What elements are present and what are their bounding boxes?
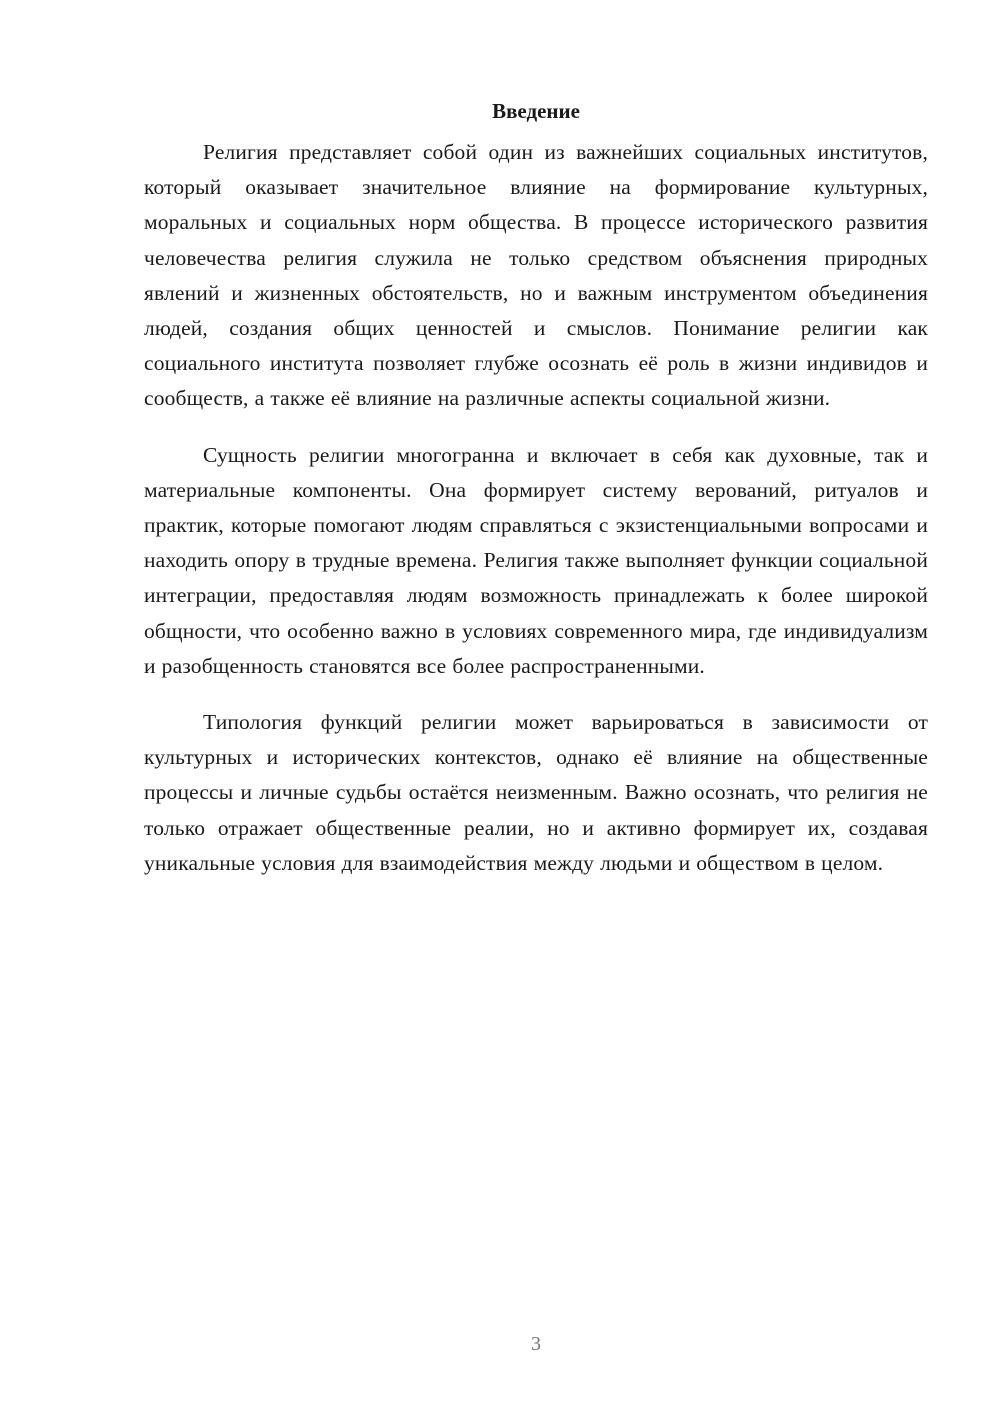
section-heading: Введение [492,99,580,123]
page-content [144,94,928,881]
paragraph-2: Сущность религии многогранна и включает в себя как духовные, так и материальные компоненты. Она формирует систему верований, ритуалов и практик, которые помогают людям справляться с экзистенциальными вопросами и находить опору в трудные времена. Религия также выполняет функции социальной интеграции, предоставляя людям возможность принадлежать к более широкой общности, что особенно важно в условиях современного мира, где индивидуализм и разобщенность становятся все более распространенными. [144,442,928,678]
paragraph-1: Религия представляет собой один из важнейших социальных институтов, который оказывает значительное влияние на формирование культурных, моральных и социальных норм общества. В процессе исторического развития человечества религия служила не только средством объяснения природных явлений и жизненных обстоятельств, но и важным инструментом объединения людей, создания общих ценностей и смыслов. Понимание религии как социального института позволяет глубже осознать её роль в жизни индивидов и сообществ, а также её влияние на различные аспекты социальной жизни. [144,140,928,411]
paragraph-3: Типология функций религии может варьироваться в зависимости от культурных и исторических контекстов, однако её влияние на общественные процессы и личные судьбы остаётся неизменным. Важно осознать, что религия не только отражает общественные реалии, но и активно формирует их, создавая уникальные условия для взаимодействия между людьми и обществом в целом. [144,710,928,875]
page-number: 3 [531,1333,541,1355]
